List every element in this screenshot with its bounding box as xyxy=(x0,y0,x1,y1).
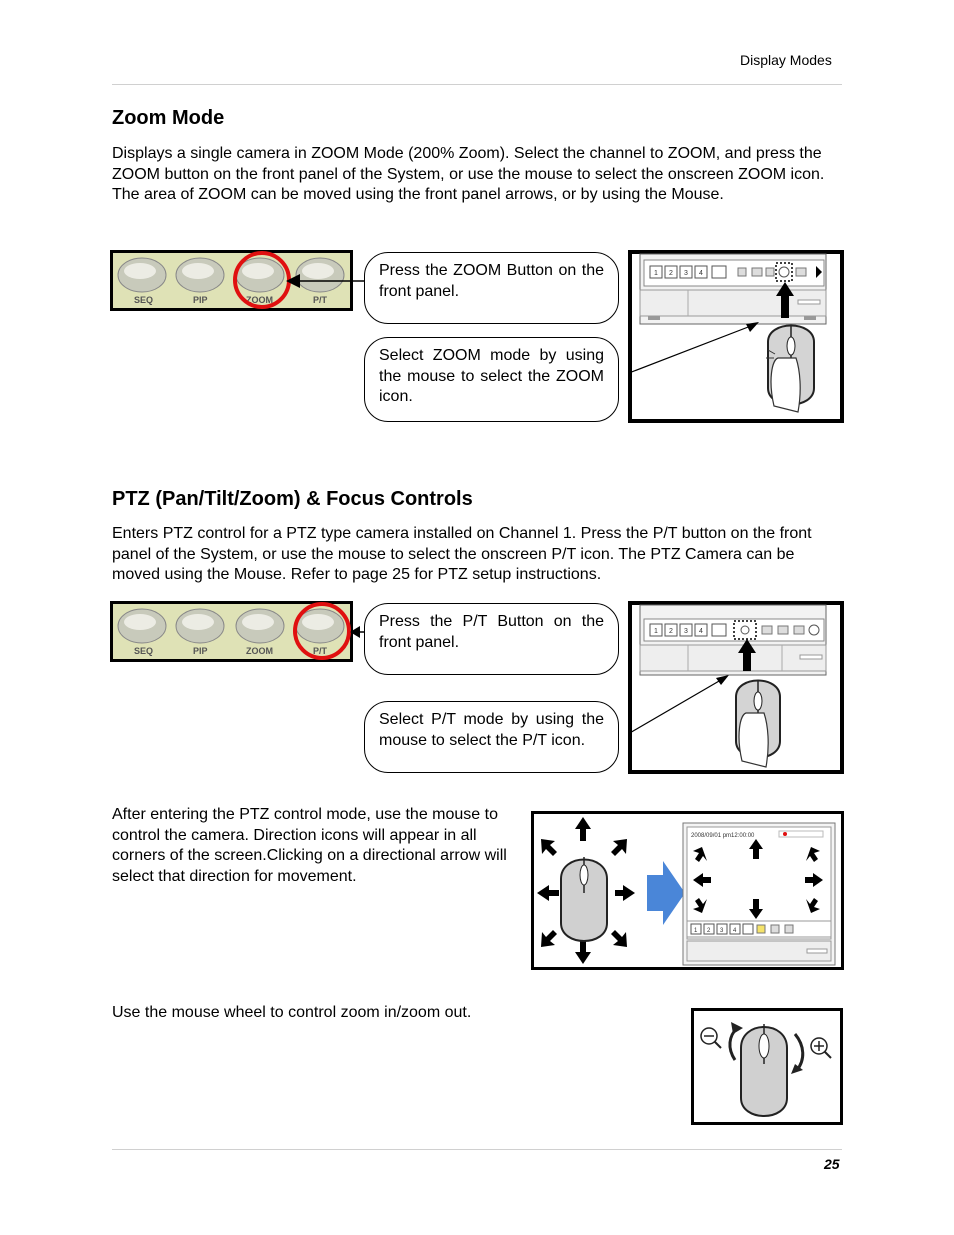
direction-control-figure xyxy=(531,811,844,970)
ptz-control-description: After entering the PTZ control mode, use the mouse to control the camera. Direction icons will appear in all corners of the screen.Clicking on a directional arrow will select that direction for movement. xyxy=(112,806,507,885)
svg-text:SEQ: SEQ xyxy=(134,295,154,305)
pointer-arrow-icon xyxy=(286,270,366,292)
svg-text:2: 2 xyxy=(669,628,673,635)
svg-text:2008/09/01 pm12:00:00: 2008/09/01 pm12:00:00 xyxy=(691,833,755,839)
mouse-wheel-description: Use the mouse wheel to control zoom in/zoom out. xyxy=(112,1004,472,1021)
dvr-mouse-figure-pt xyxy=(628,601,844,774)
svg-text:2: 2 xyxy=(669,270,673,277)
dvr-monitor-icon xyxy=(640,605,826,675)
page-number: 25 xyxy=(824,1156,840,1172)
svg-text:1: 1 xyxy=(654,270,658,277)
footer-rule xyxy=(112,1149,842,1150)
svg-text:ZOOM: ZOOM xyxy=(246,295,273,305)
svg-text:3: 3 xyxy=(684,270,688,277)
zoom-mode-heading: Zoom Mode xyxy=(112,107,225,129)
zoom-select-callout: Select ZOOM mode by using the mouse to select the ZOOM icon. xyxy=(364,337,619,422)
header-rule xyxy=(112,84,842,85)
front-panel-image-pt xyxy=(110,601,353,662)
running-header: Display Modes xyxy=(740,52,832,68)
svg-text:1: 1 xyxy=(694,928,698,934)
svg-text:P/T: P/T xyxy=(313,295,328,305)
pt-select-callout: Select P/T mode by using the mouse to select the P/T icon. xyxy=(364,701,619,773)
channel-buttons xyxy=(650,266,726,278)
ptz-description: Enters PTZ control for a PTZ type camera installed on Channel 1. Press the P/T button on the front panel of the System, or use the mouse to select the onscreen P/T icon. The PTZ Camera can be moved using the Mouse. Refer to page 25 for PTZ setup instructions. xyxy=(112,525,812,583)
svg-text:1: 1 xyxy=(654,628,658,635)
svg-text:P/T: P/T xyxy=(313,646,328,656)
svg-text:4: 4 xyxy=(733,928,737,934)
mouse-icon xyxy=(766,326,814,413)
svg-text:4: 4 xyxy=(699,270,703,277)
mouse-icon xyxy=(741,1024,787,1116)
svg-text:PIP: PIP xyxy=(193,646,208,656)
svg-text:SEQ: SEQ xyxy=(134,646,154,656)
pt-press-callout: Press the P/T Button on the front panel. xyxy=(364,603,619,675)
dvr-monitor-icon xyxy=(640,254,826,324)
mouse-wheel-figure xyxy=(691,1008,843,1125)
svg-text:3: 3 xyxy=(684,628,688,635)
svg-text:PIP: PIP xyxy=(193,295,208,305)
svg-text:ZOOM: ZOOM xyxy=(246,646,273,656)
svg-text:4: 4 xyxy=(699,628,703,635)
zoom-press-callout: Press the ZOOM Button on the front panel. xyxy=(364,252,619,324)
dvr-mouse-figure-zoom xyxy=(628,250,844,423)
zoom-mode-description: Displays a single camera in ZOOM Mode (200% Zoom). Select the channel to ZOOM, and press the ZOOM button on the front panel of the System, or use the mouse to select the onscreen ZOOM icon. The area of ZOOM can be moved using the front panel arrows, or by using the Mouse. xyxy=(112,145,825,203)
svg-text:2: 2 xyxy=(707,928,711,934)
mouse-icon xyxy=(561,857,607,941)
ptz-heading: PTZ (Pan/Tilt/Zoom) & Focus Controls xyxy=(112,488,473,510)
mouse-icon xyxy=(736,681,780,768)
svg-text:3: 3 xyxy=(720,928,724,934)
dvr-screen-icon xyxy=(683,823,835,965)
